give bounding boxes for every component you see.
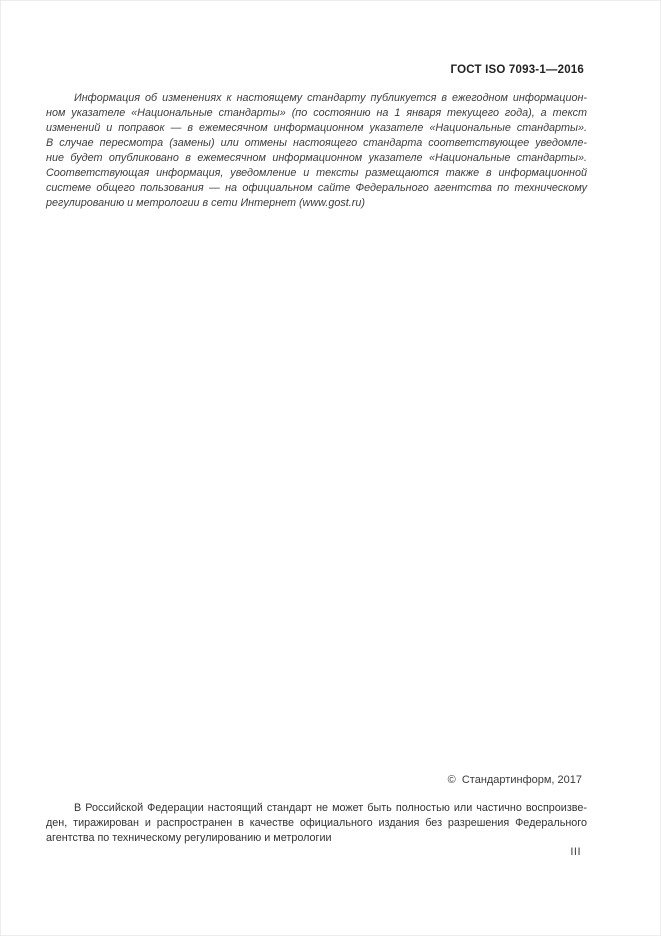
text-line: изменений и поправок — в ежемесячном информационном указателе «Национальные стандарты». xyxy=(46,122,587,134)
text-line: системе общего пользования — на официальном сайте Федерального агентства по техническому xyxy=(46,182,587,194)
text-line: ном указателе «Национальные стандарты» (по состоянию на 1 января текущего года), а текст xyxy=(46,107,587,119)
text-line: В Российской Федерации настоящий стандарт не может быть полностью или частично воспроизве- xyxy=(74,802,587,814)
copyright-line: © Стандартинформ, 2017 xyxy=(447,774,582,786)
text-line: агентства по техническому регулированию и метрологии xyxy=(46,832,332,844)
text-line: Информация об изменениях к настоящему стандарту публикуется в ежегодном информацион- xyxy=(74,92,587,104)
info-paragraph xyxy=(46,91,587,211)
doc-code-header: ГОСТ ISO 7093-1—2016 xyxy=(450,64,584,76)
page-number: III xyxy=(570,846,581,858)
restriction-paragraph xyxy=(46,801,587,846)
text-line: ден, тиражирован и распространен в качестве официального издания без разрешения Федерального xyxy=(46,817,587,829)
text-line: Соответствующая информация, уведомление и тексты размещаются также в информационной xyxy=(46,167,587,179)
text-line: ние будет опубликовано в ежемесячном информационном указателе «Национальные стандарты». xyxy=(46,152,587,164)
text-line: В случае пересмотра (замены) или отмены настоящего стандарта соответствующее уведомле- xyxy=(46,137,587,149)
text-line: регулированию и метрологии в сети Интернет (www.gost.ru) xyxy=(46,197,365,209)
